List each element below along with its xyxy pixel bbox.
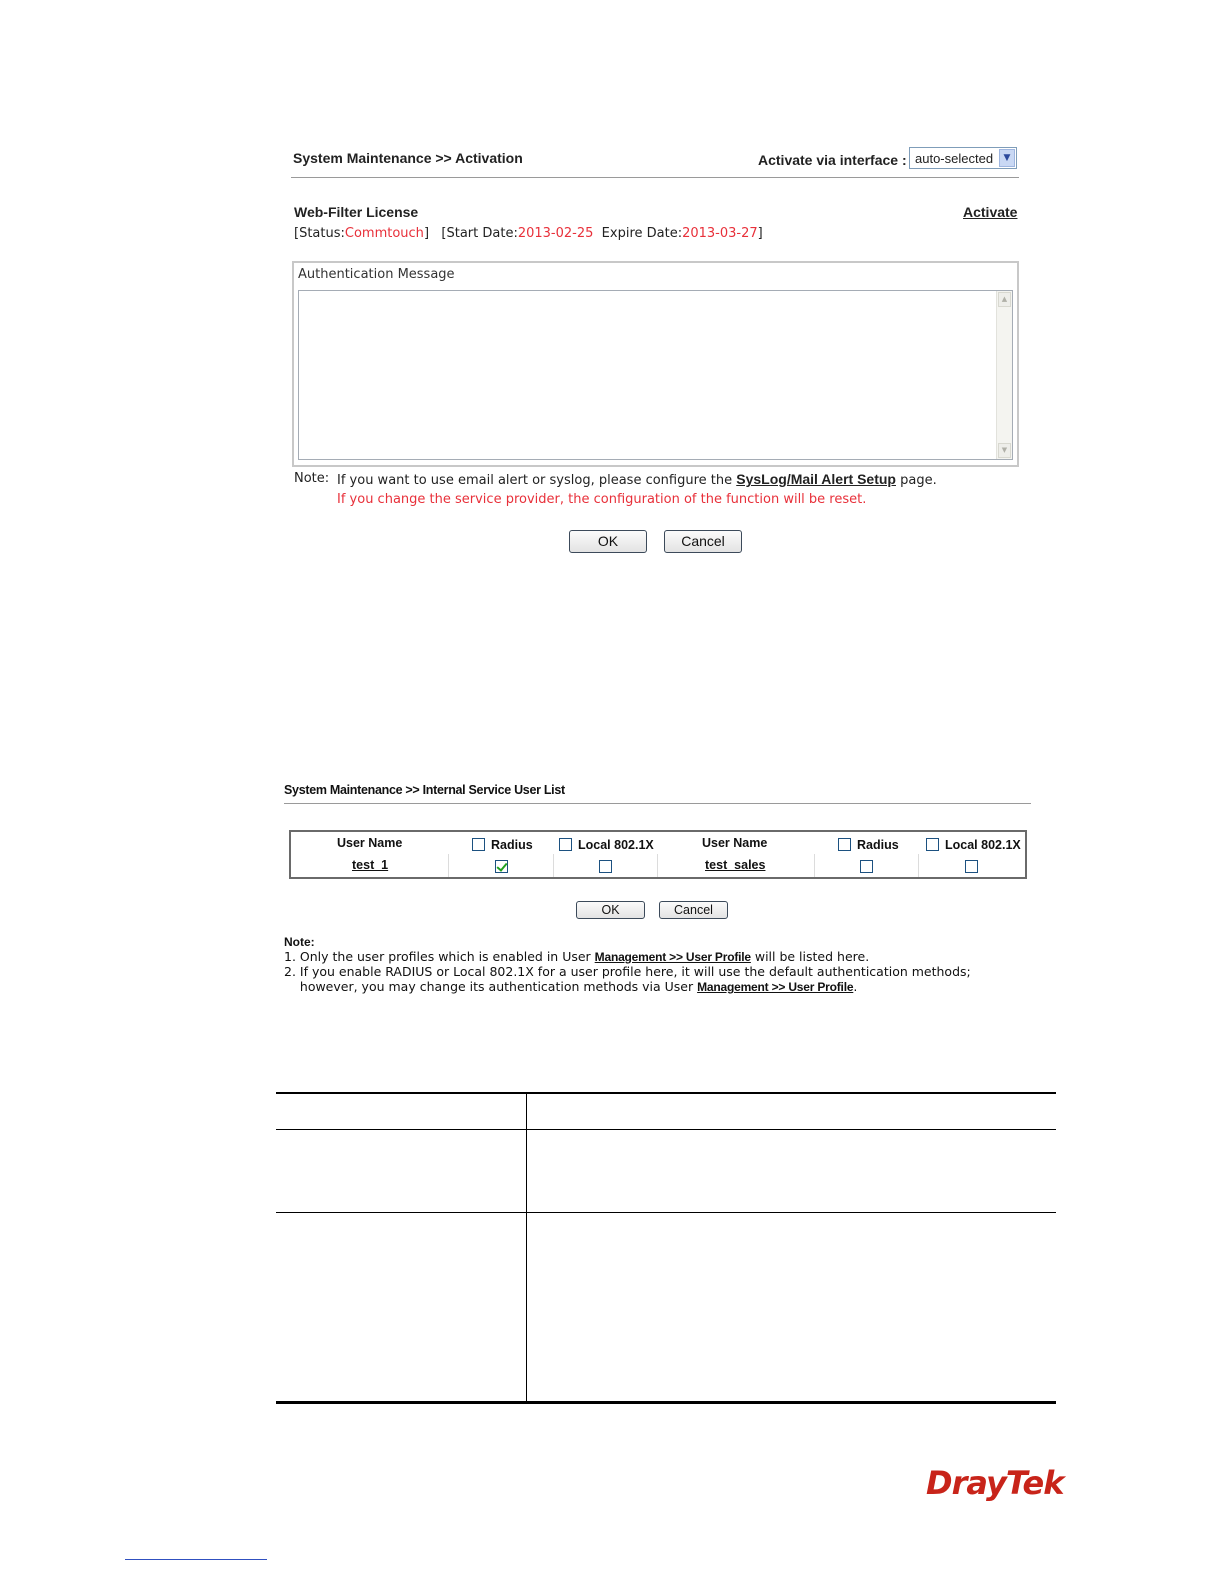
note2-text: however, you may change its authentication methods via User: [284, 979, 698, 994]
interface-select-value: auto-selected: [915, 151, 994, 166]
column-divider: [553, 854, 554, 877]
activation-page-title: System Maintenance >> Activation: [293, 150, 523, 166]
local-8021x-select-all-checkbox[interactable]: [926, 838, 939, 851]
ok-button[interactable]: OK: [569, 530, 647, 553]
activate-link[interactable]: Activate: [963, 204, 1018, 220]
expire-close: ]: [757, 226, 763, 241]
user-list-note-2: 2. If you enable RADIUS or Local 802.1X for a user profile here, it will use the default authentication methods;: [284, 964, 971, 979]
scroll-down-icon[interactable]: ▼: [998, 443, 1011, 458]
doc-table-row-rule: [276, 1129, 1056, 1130]
user-list-title-divider: [284, 803, 1031, 804]
column-divider: [657, 854, 658, 877]
column-divider: [918, 854, 919, 877]
license-title: Web-Filter License: [294, 204, 419, 220]
activate-via-interface-label: Activate via interface :: [758, 152, 907, 168]
interface-select[interactable]: [909, 147, 1017, 169]
note1-post: will be listed here.: [750, 949, 870, 964]
user-list-note-2-cont: [284, 979, 857, 994]
column-header-local-8021x: Local 802.1X: [578, 838, 654, 852]
local-8021x-select-all-checkbox[interactable]: [559, 838, 572, 851]
status-value: Commtouch: [344, 226, 424, 241]
local-8021x-checkbox-test-1[interactable]: [599, 860, 612, 873]
authentication-message-textarea[interactable]: [298, 290, 1013, 460]
column-divider: [814, 854, 815, 877]
user-list-cancel-button[interactable]: Cancel: [659, 901, 728, 919]
expire-date-value: 2013-03-27: [682, 226, 758, 241]
radius-select-all-checkbox[interactable]: [838, 838, 851, 851]
user-profile-link[interactable]: Management >> User Profile: [697, 980, 854, 994]
scroll-up-icon[interactable]: ▲: [998, 292, 1011, 307]
note-line-1: [337, 471, 937, 488]
note1-post: page.: [895, 473, 937, 488]
user-profile-link[interactable]: Management >> User Profile: [594, 950, 751, 964]
expire-date-label: Expire Date:: [601, 226, 683, 241]
column-header-radius: Radius: [857, 838, 899, 852]
column-header-local-8021x: Local 802.1X: [945, 838, 1021, 852]
start-date-label: [Start Date:: [441, 226, 518, 241]
doc-table-top-rule: [276, 1092, 1056, 1094]
radius-select-all-checkbox[interactable]: [472, 838, 485, 851]
note1-text: 1. Only the user profiles which is enabled in User: [284, 949, 595, 964]
column-header-radius: Radius: [491, 838, 533, 852]
footer-rule: [125, 1559, 267, 1560]
doc-table-column-rule: [526, 1093, 527, 1402]
textarea-scrollbar[interactable]: [996, 291, 1012, 459]
start-date-value: 2013-02-25: [517, 226, 594, 241]
user-link-test-1[interactable]: test_1: [352, 858, 389, 872]
radius-checkbox-test-sales[interactable]: [860, 860, 873, 873]
license-status-line: [294, 226, 763, 241]
note1-text: If you want to use email alert or syslog, please configure the: [337, 473, 737, 488]
draytek-logo: DrayTek: [926, 1464, 1064, 1502]
column-header-user-name: User Name: [702, 836, 768, 850]
title-divider: [291, 177, 1019, 178]
doc-table-bottom-rule: [276, 1401, 1056, 1404]
user-list-table: [289, 830, 1027, 879]
syslog-mail-alert-setup-link[interactable]: SysLog/Mail Alert Setup: [736, 471, 896, 487]
radius-checkbox-test-1[interactable]: [495, 860, 508, 873]
user-list-note-1: [284, 949, 869, 964]
note-label: Note:: [294, 471, 330, 486]
status-close: ]: [423, 226, 430, 241]
user-list-note-heading: Note:: [284, 935, 315, 949]
chevron-down-icon[interactable]: ▼: [999, 149, 1015, 167]
column-divider: [448, 854, 449, 877]
local-8021x-checkbox-test-sales[interactable]: [965, 860, 978, 873]
note2-post: .: [853, 979, 858, 994]
cancel-button[interactable]: Cancel: [664, 530, 742, 553]
doc-table-row-rule: [276, 1212, 1056, 1213]
column-header-user-name: User Name: [337, 836, 403, 850]
authentication-message-label: Authentication Message: [298, 267, 455, 282]
user-list-ok-button[interactable]: OK: [576, 901, 645, 919]
user-list-page-title: System Maintenance >> Internal Service User List: [284, 783, 565, 797]
note-line-2: If you change the service provider, the configuration of the function will be reset.: [337, 492, 867, 507]
user-link-test-sales[interactable]: test_sales: [705, 858, 766, 872]
status-open: [Status:: [294, 226, 345, 241]
